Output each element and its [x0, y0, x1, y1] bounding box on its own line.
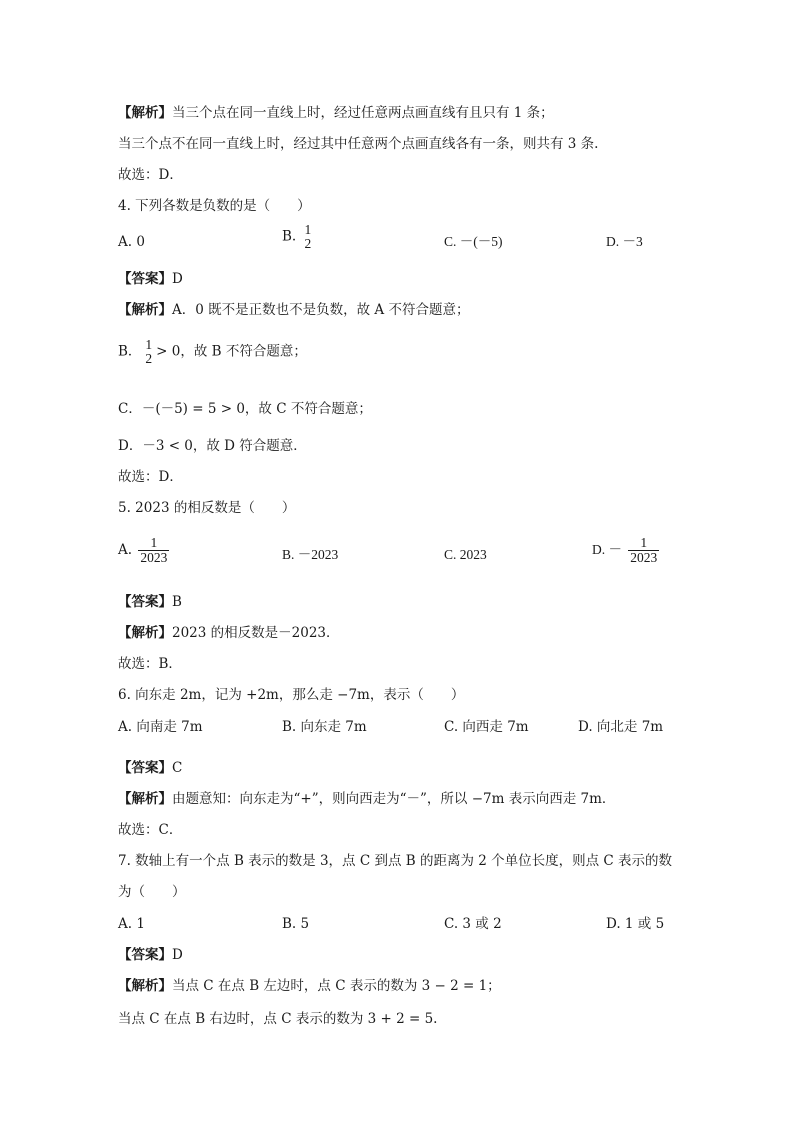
q7-option-c: C. 3 或 2 [444, 916, 502, 932]
q7-option-b: B. 5 [282, 916, 310, 932]
q5-explanation [118, 624, 340, 642]
answer-tag: 【答案】 [118, 947, 172, 963]
answer-tag: 【答案】 [118, 760, 172, 776]
q6-option-a: A. 向南走 7m [118, 719, 203, 735]
q4-option-b-fraction [303, 223, 314, 251]
q4-explanation-4: D．－3 < 0，故 D 符合题意． [118, 438, 307, 454]
fraction-numerator: 1 [304, 222, 312, 237]
fraction-denominator: 2 [304, 236, 312, 251]
q5-option-d-label: D. － [592, 542, 622, 557]
explanation-tag: 【解析】 [118, 302, 172, 318]
q7-option-d: D. 1 或 5 [606, 916, 665, 932]
q6-explanation [118, 790, 615, 808]
q7-explanation-2: 当点 C 在点 B 右边时，点 C 表示的数为 3 + 2 = 5. [118, 1011, 438, 1027]
q5-option-c: C. 2023 [444, 547, 487, 562]
q4-option-c: C. －(－5) [444, 234, 503, 249]
prev-explanation-line-2: 当三个点不在同一直线上时，经过其中任意两个点画直线各有一条，则共有 3 条. [118, 136, 599, 152]
q5-select: 故选：B． [118, 656, 182, 672]
q6-option-c: C. 向西走 7m [444, 719, 529, 735]
q4-stem: 4. 下列各数是负数的是（ ） [118, 198, 311, 214]
fraction-denominator: 2023 [630, 550, 658, 565]
q6-option-d: D. 向北走 7m [578, 719, 664, 735]
explanation-text: 由题意知：向东走为“+”，则向西走为“－”，所以 −7m 表示向西走 7m． [172, 791, 616, 807]
q5-option-a-label: A. [118, 542, 133, 558]
q7-answer [118, 946, 183, 964]
q5-answer [118, 593, 182, 611]
q7-stem-line-2: 为（ ） [118, 884, 186, 900]
q5-option-b: B. －2023 [282, 547, 339, 562]
explanation-text: 当三个点在同一直线上时，经过任意两点画直线有且只有 1 条； [172, 105, 554, 121]
answer-tag: 【答案】 [118, 594, 172, 610]
answer-value: D [172, 947, 183, 963]
q7-explanation-1 [118, 977, 501, 995]
q6-answer [118, 759, 182, 777]
q4-option-a: A. 0 [118, 234, 145, 250]
fraction-denominator: 2023 [140, 550, 168, 565]
q7-option-a: A. 1 [118, 916, 145, 932]
q4-option-b-label: B. [282, 228, 297, 245]
q5-option-d-fraction [628, 536, 659, 565]
answer-value: C [172, 760, 183, 776]
explanation-label: B． [118, 343, 142, 360]
q4-explanation-2 [118, 338, 307, 366]
explanation-tag: 【解析】 [118, 105, 172, 121]
q7-stem-line-1: 7. 数轴上有一个点 B 表示的数是 3，点 C 到点 B 的距离为 2 个单位长度，则点 C 表示的数 [118, 853, 673, 869]
fraction-denominator: 2 [145, 351, 153, 366]
fraction-numerator: 1 [640, 535, 648, 550]
q4-option-b [282, 223, 315, 251]
answer-value: D [172, 271, 183, 287]
prev-explanation-line-1 [118, 104, 554, 122]
q5-option-d [592, 536, 661, 565]
q4-explanation-3: C．－(－5) = 5 > 0，故 C 不符合题意； [118, 401, 372, 417]
explanation-text: 当点 C 在点 B 左边时，点 C 表示的数为 3 − 2 = 1； [172, 978, 501, 994]
q4-select: 故选：D． [118, 469, 183, 485]
q4-explanation-1 [118, 301, 469, 319]
explanation-tag: 【解析】 [118, 791, 172, 807]
prev-select-line: 故选：D． [118, 167, 183, 183]
answer-tag: 【答案】 [118, 271, 172, 287]
fraction-numerator: 1 [145, 337, 153, 352]
q4-option-d: D. －3 [606, 234, 643, 249]
q5-stem: 5. 2023 的相反数是（ ） [118, 500, 296, 516]
explanation-text: > 0，故 B 不符合题意； [156, 343, 307, 360]
q4-answer [118, 270, 183, 288]
explanation-text: 2023 的相反数是－2023． [172, 625, 340, 641]
explanation-tag: 【解析】 [118, 625, 172, 641]
answer-value: B [172, 594, 182, 610]
explanation-tag: 【解析】 [118, 978, 172, 994]
fraction-numerator: 1 [150, 535, 158, 550]
explanation-text: A．0 既不是正数也不是负数，故 A 不符合题意； [172, 302, 470, 318]
q6-option-b: B. 向东走 7m [282, 719, 367, 735]
explanation-fraction [143, 338, 154, 366]
q5-option-a-fraction [138, 536, 169, 565]
q5-option-a [118, 536, 171, 565]
q6-select: 故选：C． [118, 822, 183, 838]
q6-stem: 6. 向东走 2m，记为 +2m，那么走 −7m，表示（ ） [118, 687, 465, 703]
